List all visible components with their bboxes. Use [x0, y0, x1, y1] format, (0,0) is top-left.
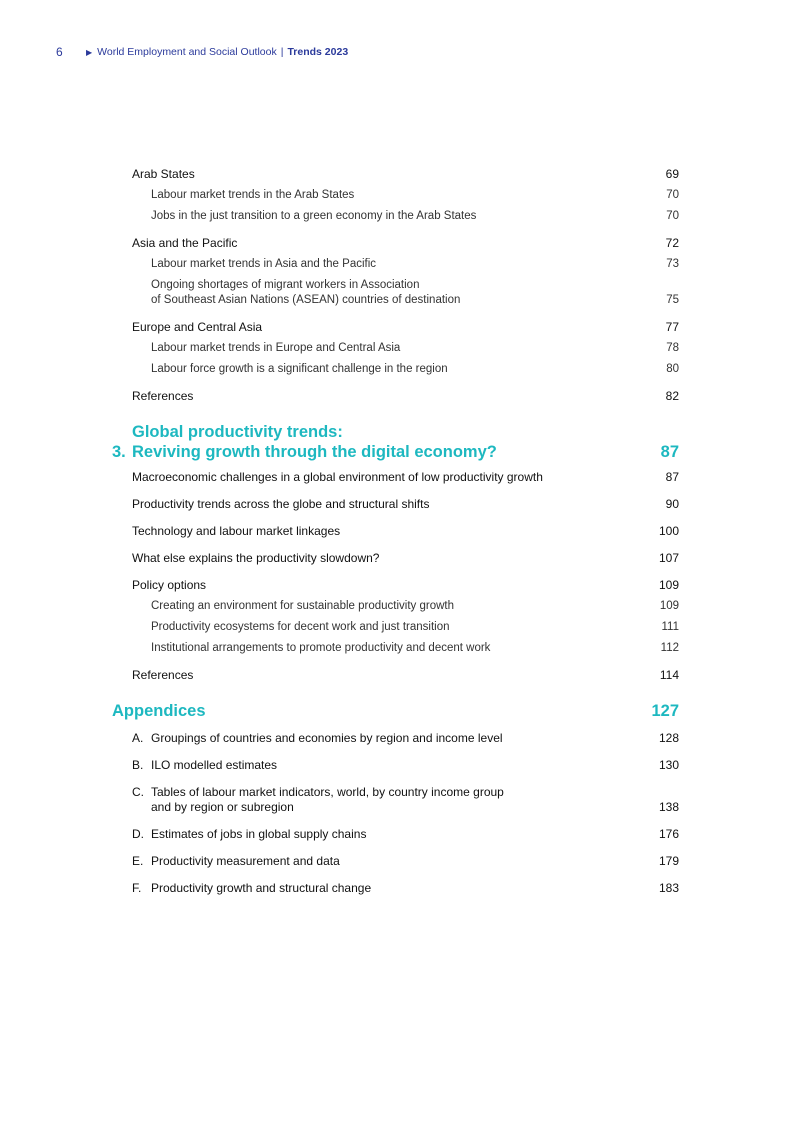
toc-subentry[interactable]	[0, 257, 793, 272]
page-number: 6	[56, 45, 63, 59]
toc-entry-page: 77	[665, 320, 679, 334]
toc-entry-arab-states[interactable]	[0, 167, 793, 182]
toc-entry-page: 82	[665, 389, 679, 403]
edition-title: Trends 2023	[287, 46, 349, 58]
appendix-title: Tables of labour market indicators, world, by country income group and by region or subregion	[151, 785, 504, 814]
toc-entry-page: 107	[658, 551, 679, 565]
toc-entry-title: Creating an environment for sustainable productivity growth	[151, 600, 454, 612]
toc-entry-page: 90	[665, 497, 679, 511]
appendix-page: 130	[658, 758, 679, 772]
appendix-page: 179	[658, 854, 679, 868]
appendix-title: Estimates of jobs in global supply chains	[151, 827, 367, 841]
toc-entry-title: Technology and labour market linkages	[132, 524, 341, 538]
appendix-letter: D.	[132, 827, 144, 841]
toc-entry-page: 78	[666, 342, 679, 354]
toc-entry-title: Ongoing shortages of migrant workers in Association of Southeast Asian Nations (ASEAN) countries of destination	[151, 279, 461, 306]
appendix-letter: C.	[132, 785, 144, 799]
triangle-arrow-icon: ▶	[86, 47, 93, 57]
toc-entry-title: Productivity ecosystems for decent work and just transition	[151, 621, 450, 633]
toc-entry-references[interactable]	[0, 389, 793, 404]
appendix-entry-f[interactable]	[0, 881, 793, 896]
appendix-entry-a[interactable]	[0, 731, 793, 746]
appendix-letter: A.	[132, 731, 144, 745]
toc-entry-page: 100	[658, 524, 679, 538]
appendix-title: ILO modelled estimates	[151, 758, 278, 772]
toc-entry-title: Policy options	[132, 578, 207, 592]
toc-subentry[interactable]	[0, 278, 793, 308]
toc-entry-title: References	[132, 668, 194, 682]
toc-entry-page: 70	[666, 210, 679, 222]
toc-entry-title: Macroeconomic challenges in a global environment of low productivity growth	[132, 470, 543, 484]
appendices-page: 127	[651, 702, 679, 720]
toc-entry-page: 112	[660, 642, 679, 654]
toc-entry-title: Productivity trends across the globe and structural shifts	[132, 497, 430, 511]
toc-entry-page: 72	[665, 236, 679, 250]
toc-entry-references[interactable]	[0, 668, 793, 683]
toc-subentry[interactable]	[0, 641, 793, 656]
toc-entry-title: Labour market trends in Europe and Central Asia	[151, 342, 401, 354]
toc-entry-title: Labour force growth is a significant challenge in the region	[151, 363, 448, 375]
appendices-title: Appendices	[112, 702, 206, 720]
appendix-title: Productivity growth and structural change	[151, 881, 372, 895]
publication-title: World Employment and Social Outlook	[97, 46, 277, 58]
toc-entry-page: 109	[658, 578, 679, 592]
header-separator: |	[280, 46, 284, 58]
appendix-title: Productivity measurement and data	[151, 854, 340, 868]
toc-entry-page: 87	[665, 470, 679, 484]
chapter-page: 87	[660, 443, 679, 461]
toc-entry-title: Labour market trends in the Arab States	[151, 189, 355, 201]
toc-entry-title: Labour market trends in Asia and the Pacific	[151, 258, 377, 270]
toc-entry-title: Arab States	[132, 167, 195, 181]
appendix-entry-b[interactable]	[0, 758, 793, 773]
appendix-letter: B.	[132, 758, 144, 772]
toc-entry-page: 111	[661, 621, 679, 633]
toc-entry[interactable]	[0, 551, 793, 566]
toc-subentry[interactable]	[0, 188, 793, 203]
appendix-entry-c[interactable]	[0, 785, 793, 815]
toc-subentry[interactable]	[0, 599, 793, 614]
appendix-page: 138	[658, 800, 679, 814]
toc-entry[interactable]	[0, 497, 793, 512]
toc-entry-page: 69	[665, 167, 679, 181]
appendix-entry-e[interactable]	[0, 854, 793, 869]
appendices-heading[interactable]	[0, 701, 793, 721]
toc-entry-title: Institutional arrangements to promote productivity and decent work	[151, 642, 491, 654]
toc-entry-page: 73	[666, 258, 679, 270]
toc-entry-page: 80	[666, 363, 679, 375]
toc-entry-page: 114	[659, 668, 679, 682]
toc-subentry[interactable]	[0, 341, 793, 356]
toc-entry-page: 75	[666, 294, 679, 306]
appendix-entry-d[interactable]	[0, 827, 793, 842]
running-header	[56, 45, 348, 59]
toc-entry-asia-pacific[interactable]	[0, 236, 793, 251]
chapter-number: 3.	[112, 443, 126, 461]
table-of-contents	[0, 165, 793, 896]
toc-entry[interactable]	[0, 470, 793, 485]
chapter-title: Global productivity trends: Reviving growth through the digital economy?	[132, 423, 497, 461]
toc-entry-policy-options[interactable]	[0, 578, 793, 593]
toc-subentry[interactable]	[0, 620, 793, 635]
toc-entry-page: 109	[659, 600, 679, 612]
appendix-title: Groupings of countries and economies by region and income level	[151, 731, 503, 745]
toc-entry-page: 70	[666, 189, 679, 201]
toc-entry-title: Jobs in the just transition to a green economy in the Arab States	[151, 210, 477, 222]
toc-entry-europe-central-asia[interactable]	[0, 320, 793, 335]
toc-subentry[interactable]	[0, 209, 793, 224]
appendix-page: 128	[658, 731, 679, 745]
appendix-page: 176	[658, 827, 679, 841]
chapter-3-heading[interactable]	[0, 422, 793, 462]
toc-subentry[interactable]	[0, 362, 793, 377]
toc-entry-title: Asia and the Pacific	[132, 236, 238, 250]
toc-entry-title: Europe and Central Asia	[132, 320, 263, 334]
appendix-letter: E.	[132, 854, 144, 868]
toc-entry[interactable]	[0, 524, 793, 539]
toc-entry-title: What else explains the productivity slowdown?	[132, 551, 380, 565]
appendix-page: 183	[658, 881, 679, 895]
toc-entry-title: References	[132, 389, 194, 403]
appendix-letter: F.	[132, 881, 142, 895]
